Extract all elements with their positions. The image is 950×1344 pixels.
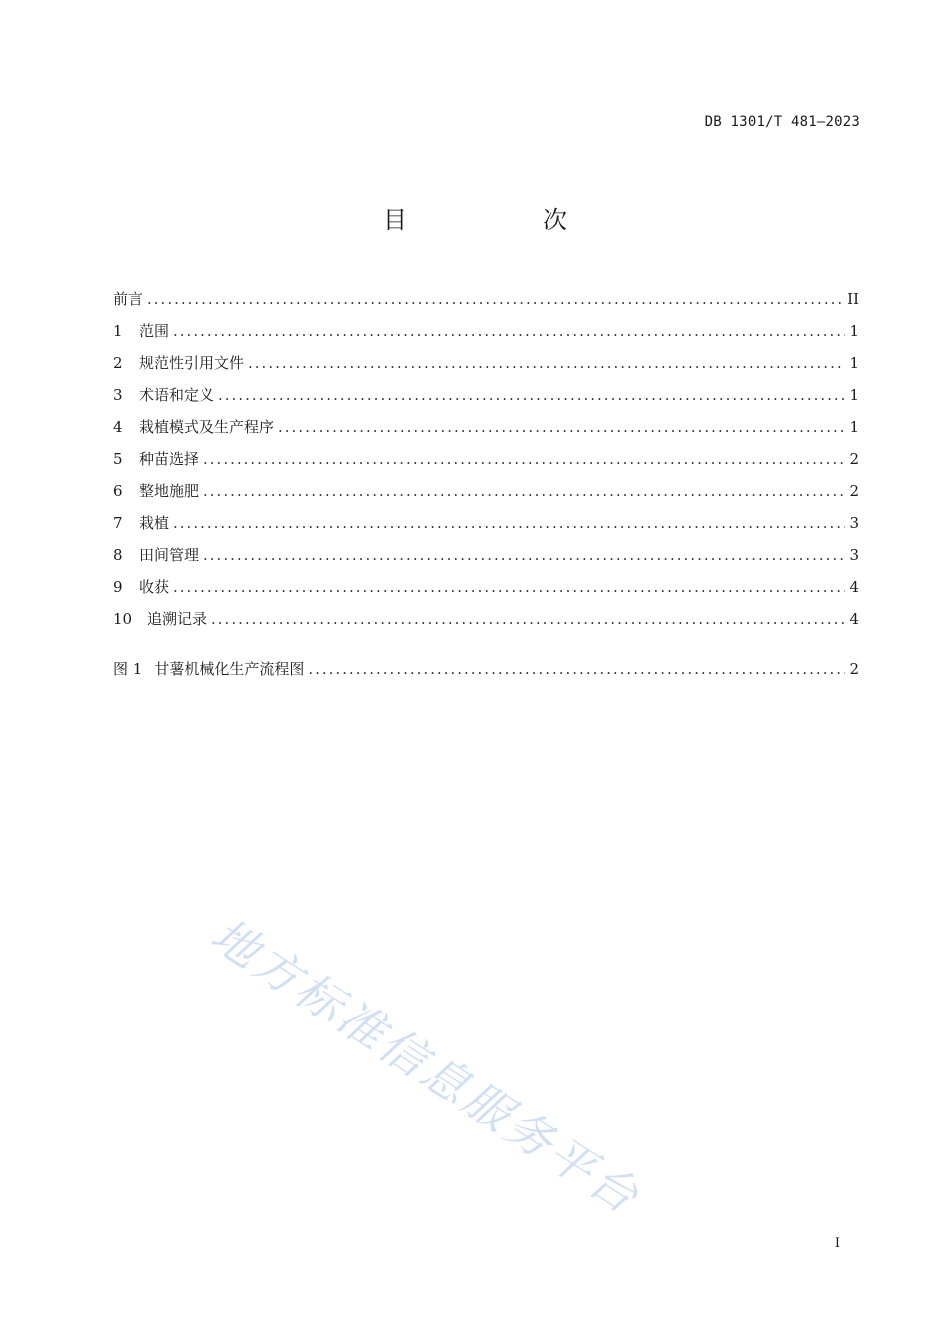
figure-page: 2 (849, 660, 859, 678)
toc-leader-dots (173, 574, 845, 600)
toc-entry-page: 1 (849, 418, 859, 436)
toc-entry-number: 4 (113, 418, 123, 436)
toc-entry-10[interactable] (113, 606, 859, 638)
toc-entry-number: 1 (113, 322, 123, 340)
toc-entry-2[interactable] (113, 350, 859, 382)
toc-entry-label: 前言 (113, 290, 144, 308)
toc-entry-number: 7 (113, 514, 123, 532)
toc-leader-dots (203, 446, 845, 472)
toc-entry-page: 1 (849, 354, 859, 372)
toc-entry-page: 3 (849, 514, 859, 532)
toc-entry-label: 收获 (139, 578, 170, 596)
page-number: I (834, 1236, 840, 1251)
toc-entry-foreword[interactable] (113, 286, 859, 318)
toc-entry-label: 田间管理 (139, 546, 200, 564)
toc-entry-label: 栽植模式及生产程序 (139, 418, 275, 436)
toc-figure-1[interactable] (113, 656, 859, 688)
figure-number: 图 1 (113, 660, 143, 678)
document-code: DB 1301/T 481—2023 (704, 114, 860, 130)
toc-entry-7[interactable] (113, 510, 859, 542)
toc-leader-dots (173, 318, 845, 344)
toc-entry-number: 3 (113, 386, 123, 404)
toc-entry-6[interactable] (113, 478, 859, 510)
toc-entry-page: 2 (849, 482, 859, 500)
toc-entry-page: 1 (849, 322, 859, 340)
table-of-contents (113, 286, 859, 688)
toc-entry-5[interactable] (113, 446, 859, 478)
toc-entry-page: 4 (849, 610, 859, 628)
toc-divider-space (113, 638, 859, 656)
page-title: 目 次 (383, 206, 623, 234)
toc-leader-dots (278, 414, 845, 440)
figure-label: 甘薯机械化生产流程图 (154, 660, 305, 678)
toc-entry-number: 8 (113, 546, 123, 564)
toc-leader-dots (203, 478, 845, 504)
toc-entry-1[interactable] (113, 318, 859, 350)
toc-entry-page: 2 (849, 450, 859, 468)
toc-entry-page: II (847, 290, 859, 308)
toc-leader-dots (211, 606, 845, 632)
toc-leader-dots (248, 350, 845, 376)
toc-entry-3[interactable] (113, 382, 859, 414)
toc-entry-page: 1 (849, 386, 859, 404)
toc-entry-label: 追溯记录 (147, 610, 208, 628)
toc-entry-number: 6 (113, 482, 123, 500)
toc-entry-label: 种苗选择 (139, 450, 200, 468)
toc-entry-number: 5 (113, 450, 123, 468)
watermark-text: 地方标准信息服务平台 (201, 907, 651, 1226)
toc-entry-number: 10 (113, 610, 133, 628)
toc-entry-page: 3 (849, 546, 859, 564)
toc-entry-number: 2 (113, 354, 123, 372)
toc-leader-dots (147, 286, 843, 312)
toc-leader-dots (308, 656, 845, 682)
toc-entry-label: 范围 (139, 322, 170, 340)
toc-entry-page: 4 (849, 578, 859, 596)
toc-entry-8[interactable] (113, 542, 859, 574)
toc-entry-9[interactable] (113, 574, 859, 606)
toc-entry-number: 9 (113, 578, 123, 596)
toc-leader-dots (173, 510, 845, 536)
toc-leader-dots (218, 382, 845, 408)
toc-leader-dots (203, 542, 845, 568)
toc-entry-4[interactable] (113, 414, 859, 446)
toc-entry-label: 整地施肥 (139, 482, 200, 500)
toc-entry-label: 栽植 (139, 514, 170, 532)
toc-entry-label: 术语和定义 (139, 386, 215, 404)
toc-entry-label: 规范性引用文件 (139, 354, 245, 372)
